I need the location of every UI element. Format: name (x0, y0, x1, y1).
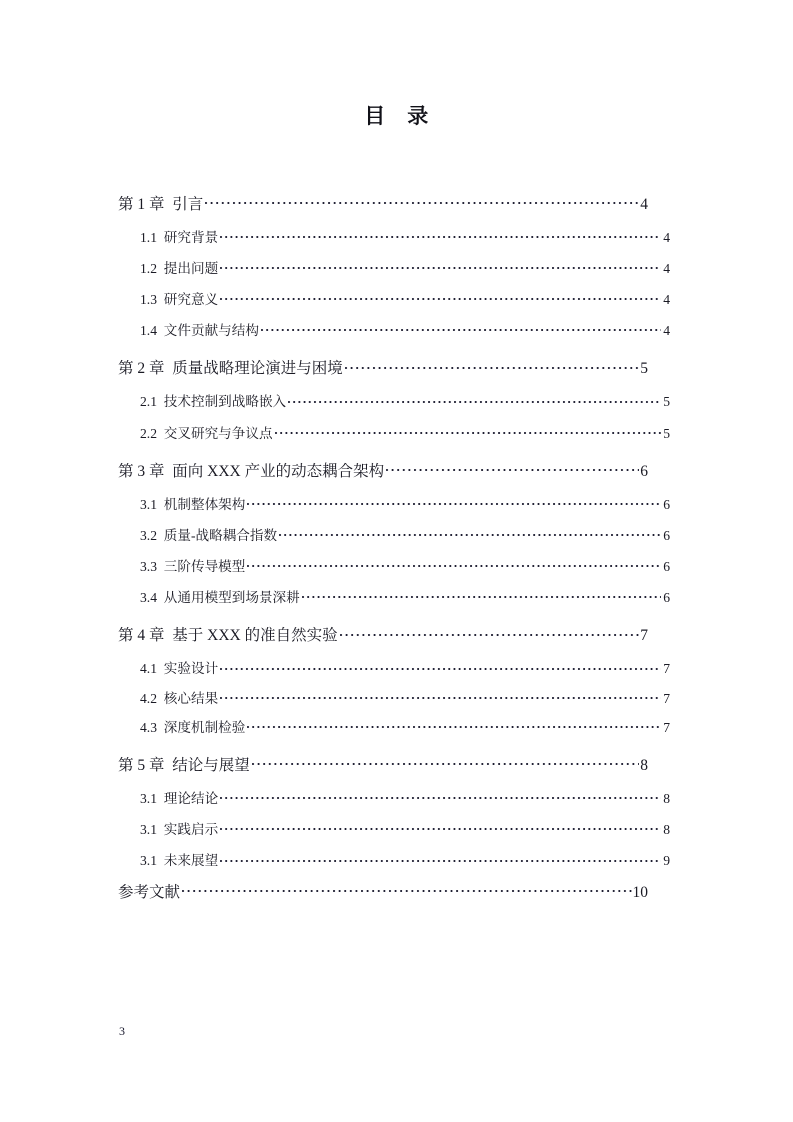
toc-entry-label: 4.1 实验设计 (140, 661, 219, 677)
toc-section-entry[interactable] (140, 589, 670, 605)
toc-row-spacer (118, 837, 648, 852)
toc-chapter-entry[interactable] (118, 358, 648, 377)
toc-entry-label: 4.2 核心结果 (140, 690, 219, 706)
toc-entry-label: 3.1 实践启示 (140, 822, 219, 838)
toc-row-spacer (118, 705, 648, 718)
toc-entry-label: 2.2 交叉研究与争议点 (140, 425, 273, 441)
toc-section-entry[interactable] (140, 290, 670, 306)
toc-leader-dots (275, 424, 661, 438)
toc-section-entry[interactable] (140, 558, 670, 574)
toc-section-entry[interactable] (140, 259, 670, 275)
toc-entry-label: 3.2 质量-战略耦合指数 (140, 527, 278, 543)
toc-row-spacer (118, 574, 648, 589)
toc-row-spacer (118, 543, 648, 558)
toc-row-spacer (118, 806, 648, 821)
toc-row-spacer (118, 868, 648, 881)
toc-row-spacer (118, 644, 648, 660)
toc-entry-label: 第 1 章 引言 (118, 195, 204, 213)
toc-entry-page-number: 10 (632, 883, 648, 901)
page-footer-number: 3 (119, 1024, 125, 1038)
toc-entry-page-number: 8 (663, 791, 670, 807)
toc-row-spacer (118, 338, 648, 358)
toc-entry-page-number: 6 (663, 527, 670, 543)
toc-leader-dots (247, 495, 661, 509)
toc-entry-label: 第 4 章 基于 XXX 的准自然实验 (118, 627, 338, 645)
toc-entry-page-number: 7 (640, 627, 648, 645)
toc-entry-label: 3.4 从通用模型到场景深耕 (140, 590, 300, 606)
toc-leader-dots (220, 689, 661, 703)
toc-section-entry[interactable] (140, 852, 670, 868)
toc-row-spacer (118, 440, 648, 460)
toc-entry-page-number: 6 (663, 590, 670, 606)
toc-chapter-entry[interactable] (118, 754, 648, 773)
toc-entry-label: 3.1 机制整体架构 (140, 496, 246, 512)
toc-entry-label: 2.1 技术控制到战略嵌入 (140, 394, 287, 410)
toc-row-spacer (118, 275, 648, 290)
toc-row-spacer (118, 307, 648, 322)
toc-leader-dots (247, 558, 661, 572)
toc-leader-dots (302, 589, 661, 603)
toc-row-spacer (118, 773, 648, 789)
toc-leader-dots (261, 322, 661, 336)
toc-leader-dots (247, 718, 661, 732)
toc-section-entry[interactable] (140, 526, 670, 542)
toc-entry-label: 参考文献 (118, 883, 181, 901)
toc-leader-dots (220, 228, 661, 242)
toc-entry-page-number: 4 (640, 195, 648, 213)
toc-entry-label: 4.3 深度机制检验 (140, 719, 246, 735)
toc-leader-dots (386, 460, 639, 476)
toc-section-entry[interactable] (140, 322, 670, 338)
toc-row-spacer (118, 244, 648, 259)
toc-leader-dots (220, 660, 661, 674)
toc-leader-dots (220, 852, 661, 866)
toc-section-entry[interactable] (140, 718, 670, 734)
toc-leader-dots (288, 393, 661, 407)
toc-entry-page-number: 4 (663, 323, 670, 339)
toc-section-entry[interactable] (140, 789, 670, 805)
toc-leader-dots (345, 358, 639, 374)
toc-entry-label: 1.1 研究背景 (140, 229, 219, 245)
toc-section-entry[interactable] (140, 424, 670, 440)
toc-row-spacer (118, 212, 648, 228)
toc-leader-dots (220, 290, 661, 304)
toc-leader-dots (205, 193, 639, 209)
toc-entry-page-number: 6 (663, 559, 670, 575)
toc-leader-dots (182, 881, 632, 897)
toc-section-entry[interactable] (140, 228, 670, 244)
toc-entry-page-number: 8 (663, 822, 670, 838)
toc-entry-page-number: 4 (663, 291, 670, 307)
toc-entry-page-number: 5 (640, 360, 648, 378)
toc-section-entry[interactable] (140, 393, 670, 409)
toc-entry-label: 3.1 理论结论 (140, 791, 219, 807)
toc-entry-label: 1.3 研究意义 (140, 291, 219, 307)
toc-section-entry[interactable] (140, 660, 670, 676)
toc-entry-page-number: 4 (663, 229, 670, 245)
toc-row-spacer (118, 511, 648, 526)
toc-leader-dots (220, 259, 661, 273)
toc-leader-dots (220, 789, 661, 803)
toc-entry-label: 3.1 未来展望 (140, 853, 219, 869)
toc-entry-page-number: 8 (640, 756, 648, 774)
page-title: 目 录 (364, 105, 429, 128)
toc-entry-page-number: 7 (663, 719, 670, 735)
toc-chapter-entry[interactable] (118, 460, 648, 479)
toc-entry-page-number: 7 (663, 661, 670, 677)
toc-chapter-entry[interactable] (118, 193, 648, 212)
toc-entry-label: 第 5 章 结论与展望 (118, 756, 250, 774)
toc-entry-page-number: 5 (663, 394, 670, 410)
toc-chapter-entry[interactable] (118, 881, 648, 900)
toc-entry-label: 第 2 章 质量战略理论演进与困境 (118, 360, 343, 378)
toc-leader-dots (279, 526, 661, 540)
toc-entry-page-number: 6 (640, 462, 648, 480)
toc-row-spacer (118, 605, 648, 625)
toc-entry-page-number: 7 (663, 690, 670, 706)
toc-section-entry[interactable] (140, 495, 670, 511)
toc-leader-dots (340, 625, 639, 641)
toc-row-spacer (118, 734, 648, 754)
toc-entry-label: 第 3 章 面向 XXX 产业的动态耦合架构 (118, 462, 385, 480)
toc-entry-page-number: 5 (663, 425, 670, 441)
toc-leader-dots (220, 821, 661, 835)
toc-list (118, 193, 670, 901)
toc-entry-label: 3.3 三阶传导模型 (140, 559, 246, 575)
toc-entry-label: 1.4 文件贡献与结构 (140, 323, 259, 339)
toc-row-spacer (118, 479, 648, 495)
toc-row-spacer (118, 377, 648, 393)
toc-chapter-entry[interactable] (118, 625, 648, 644)
toc-entry-page-number: 9 (663, 853, 670, 869)
toc-section-entry[interactable] (140, 821, 670, 837)
toc-entry-label: 1.2 提出问题 (140, 260, 219, 276)
toc-row-spacer (118, 409, 648, 424)
toc-leader-dots (252, 754, 639, 770)
toc-entry-page-number: 6 (663, 496, 670, 512)
toc-row-spacer (118, 676, 648, 689)
toc-entry-page-number: 4 (663, 260, 670, 276)
toc-section-entry[interactable] (140, 689, 670, 705)
